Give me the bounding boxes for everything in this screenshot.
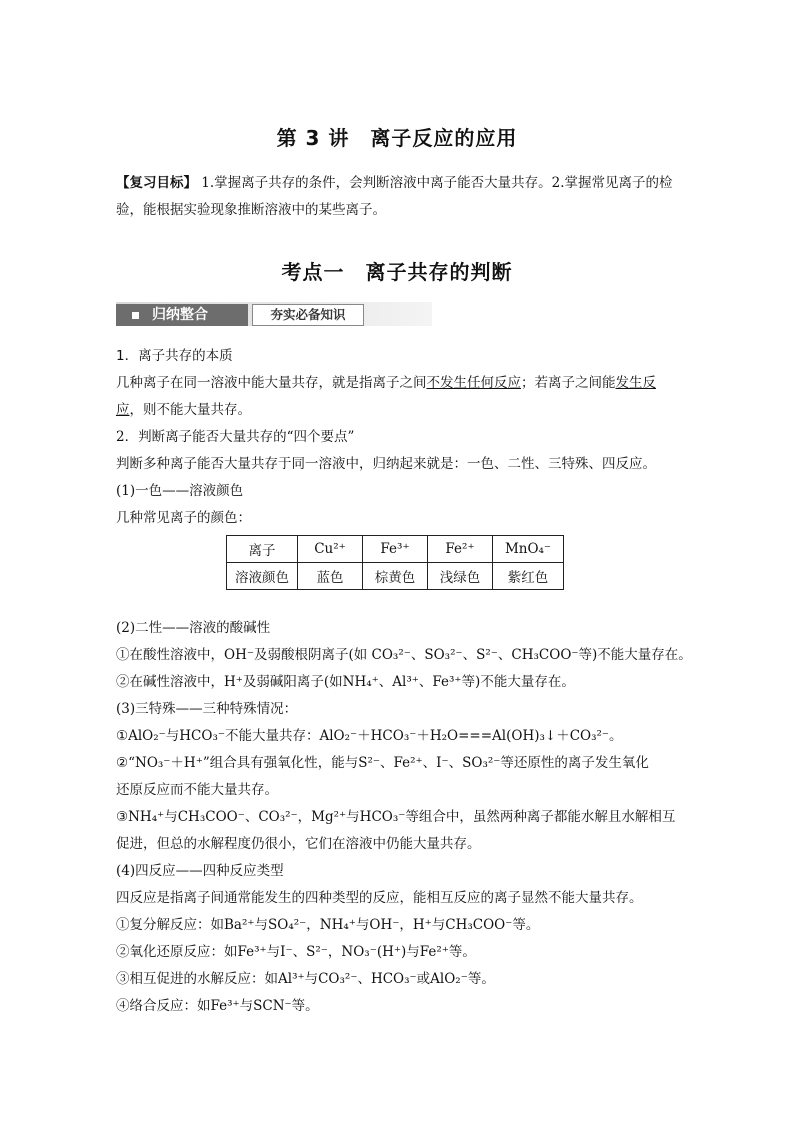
acidity-line-1: ①在酸性溶液中，OH⁻及弱酸根阴离子(如 CO₃²⁻、SO₃²⁻、S²⁻、CH₃COO⁻等)不能大量存在。 [116, 647, 692, 663]
reactions-line-2: ②氧化还原反应：如Fe³⁺与I⁻、S²⁻，NO₃⁻(H⁺)与Fe²⁺等。 [116, 944, 476, 960]
reactions-line-3: ③相互促进的水解反应：如Al³⁺与CO₃²⁻、HCO₃⁻或AlO₂⁻等。 [116, 971, 495, 987]
table-cell: Fe³⁺ [363, 536, 428, 563]
subheading-acidity: (2)二性——溶液的酸碱性 [116, 620, 271, 636]
table-cell: 浅绿色 [428, 563, 493, 590]
paragraph-1-line-1: 几种离子在同一溶液中能大量共存，就是指离子之间不发生任何反应；若离子之间能发生反 [116, 375, 656, 391]
special-line-3b: 促进，但总的水解程度仍很小，它们在溶液中仍能大量共存。 [116, 836, 481, 852]
table-cell: 离子 [227, 536, 298, 563]
special-line-1: ①AlO₂⁻与HCO₃⁻不能大量共存：AlO₂⁻＋HCO₃⁻＋H₂O===Al(OH)₃↓＋CO₃²⁻。 [116, 728, 623, 744]
square-bullet-icon [132, 312, 139, 319]
table-cell: 蓝色 [298, 563, 363, 590]
reactions-line-4: ④络合反应：如Fe³⁺与SCN⁻等。 [116, 998, 319, 1014]
reactions-intro: 四反应是指离子间通常能发生的四种类型的反应，能相互反应的离子显然不能大量共存。 [116, 890, 643, 906]
table-cell: MnO₄⁻ [493, 536, 564, 563]
review-objectives [116, 170, 682, 224]
heading-1: 1．离子共存的本质 [116, 348, 233, 364]
table-header-row [227, 536, 564, 563]
banner-label-summary: 归纳整合 [116, 304, 248, 326]
acidity-line-2: ②在碱性溶液中，H⁺及弱碱阳离子(如NH₄⁺、Al³⁺、Fe³⁺等)不能大量存在。 [116, 674, 575, 690]
color-table-caption: 几种常见离子的颜色： [116, 510, 251, 526]
special-line-3a: ③NH₄⁺与CH₃COO⁻、CO₃²⁻，Mg²⁺与HCO₃⁻等组合中，虽然两种离子都能水解且水解相互 [116, 809, 676, 825]
subheading-color: (1)一色——溶液颜色 [116, 483, 244, 499]
table-cell: 棕黄色 [363, 563, 428, 590]
reactions-line-1: ①复分解反应：如Ba²⁺与SO₄²⁻，NH₄⁺与OH⁻，H⁺与CH₃COO⁻等。 [116, 917, 540, 933]
ion-color-table [226, 535, 564, 590]
subheading-special: (3)三特殊——三种特殊情况： [116, 701, 298, 717]
table-cell: 紫红色 [493, 563, 564, 590]
section-title: 考点一 离子共存的判断 [281, 260, 513, 284]
paragraph-1-line-2: 应，则不能大量共存。 [116, 402, 251, 418]
subheading-reactions: (4)四反应——四种反应类型 [116, 863, 284, 879]
heading-2: 2．判断离子能否大量共存的“四个要点” [116, 429, 355, 445]
section-banner [116, 302, 432, 326]
paragraph-2-intro: 判断多种离子能否大量共存于同一溶液中，归纳起来就是：一色、二性、三特殊、四反应。 [116, 456, 656, 472]
special-line-2b: 还原反应而不能大量共存。 [116, 782, 278, 798]
review-label: 【复习目标】 [116, 175, 197, 191]
special-line-2a: ②“NO₃⁻＋H⁺”组合具有强氧化性，能与S²⁻、Fe²⁺、I⁻、SO₃²⁻等还原性的离子发生氧化 [116, 755, 649, 771]
table-row [227, 563, 564, 590]
page-title: 第 3 讲 离子反应的应用 [276, 126, 518, 150]
table-cell: Cu²⁺ [298, 536, 363, 563]
table-cell: Fe²⁺ [428, 536, 493, 563]
review-text: 1.掌握离子共存的条件，会判断溶液中离子能否大量共存。2.掌握常见离子的检验，能根据实验现象推断溶液中的某些离子。 [116, 175, 673, 218]
banner-label-knowledge: 夯实必备知识 [252, 304, 364, 326]
table-cell: 溶液颜色 [227, 563, 298, 590]
